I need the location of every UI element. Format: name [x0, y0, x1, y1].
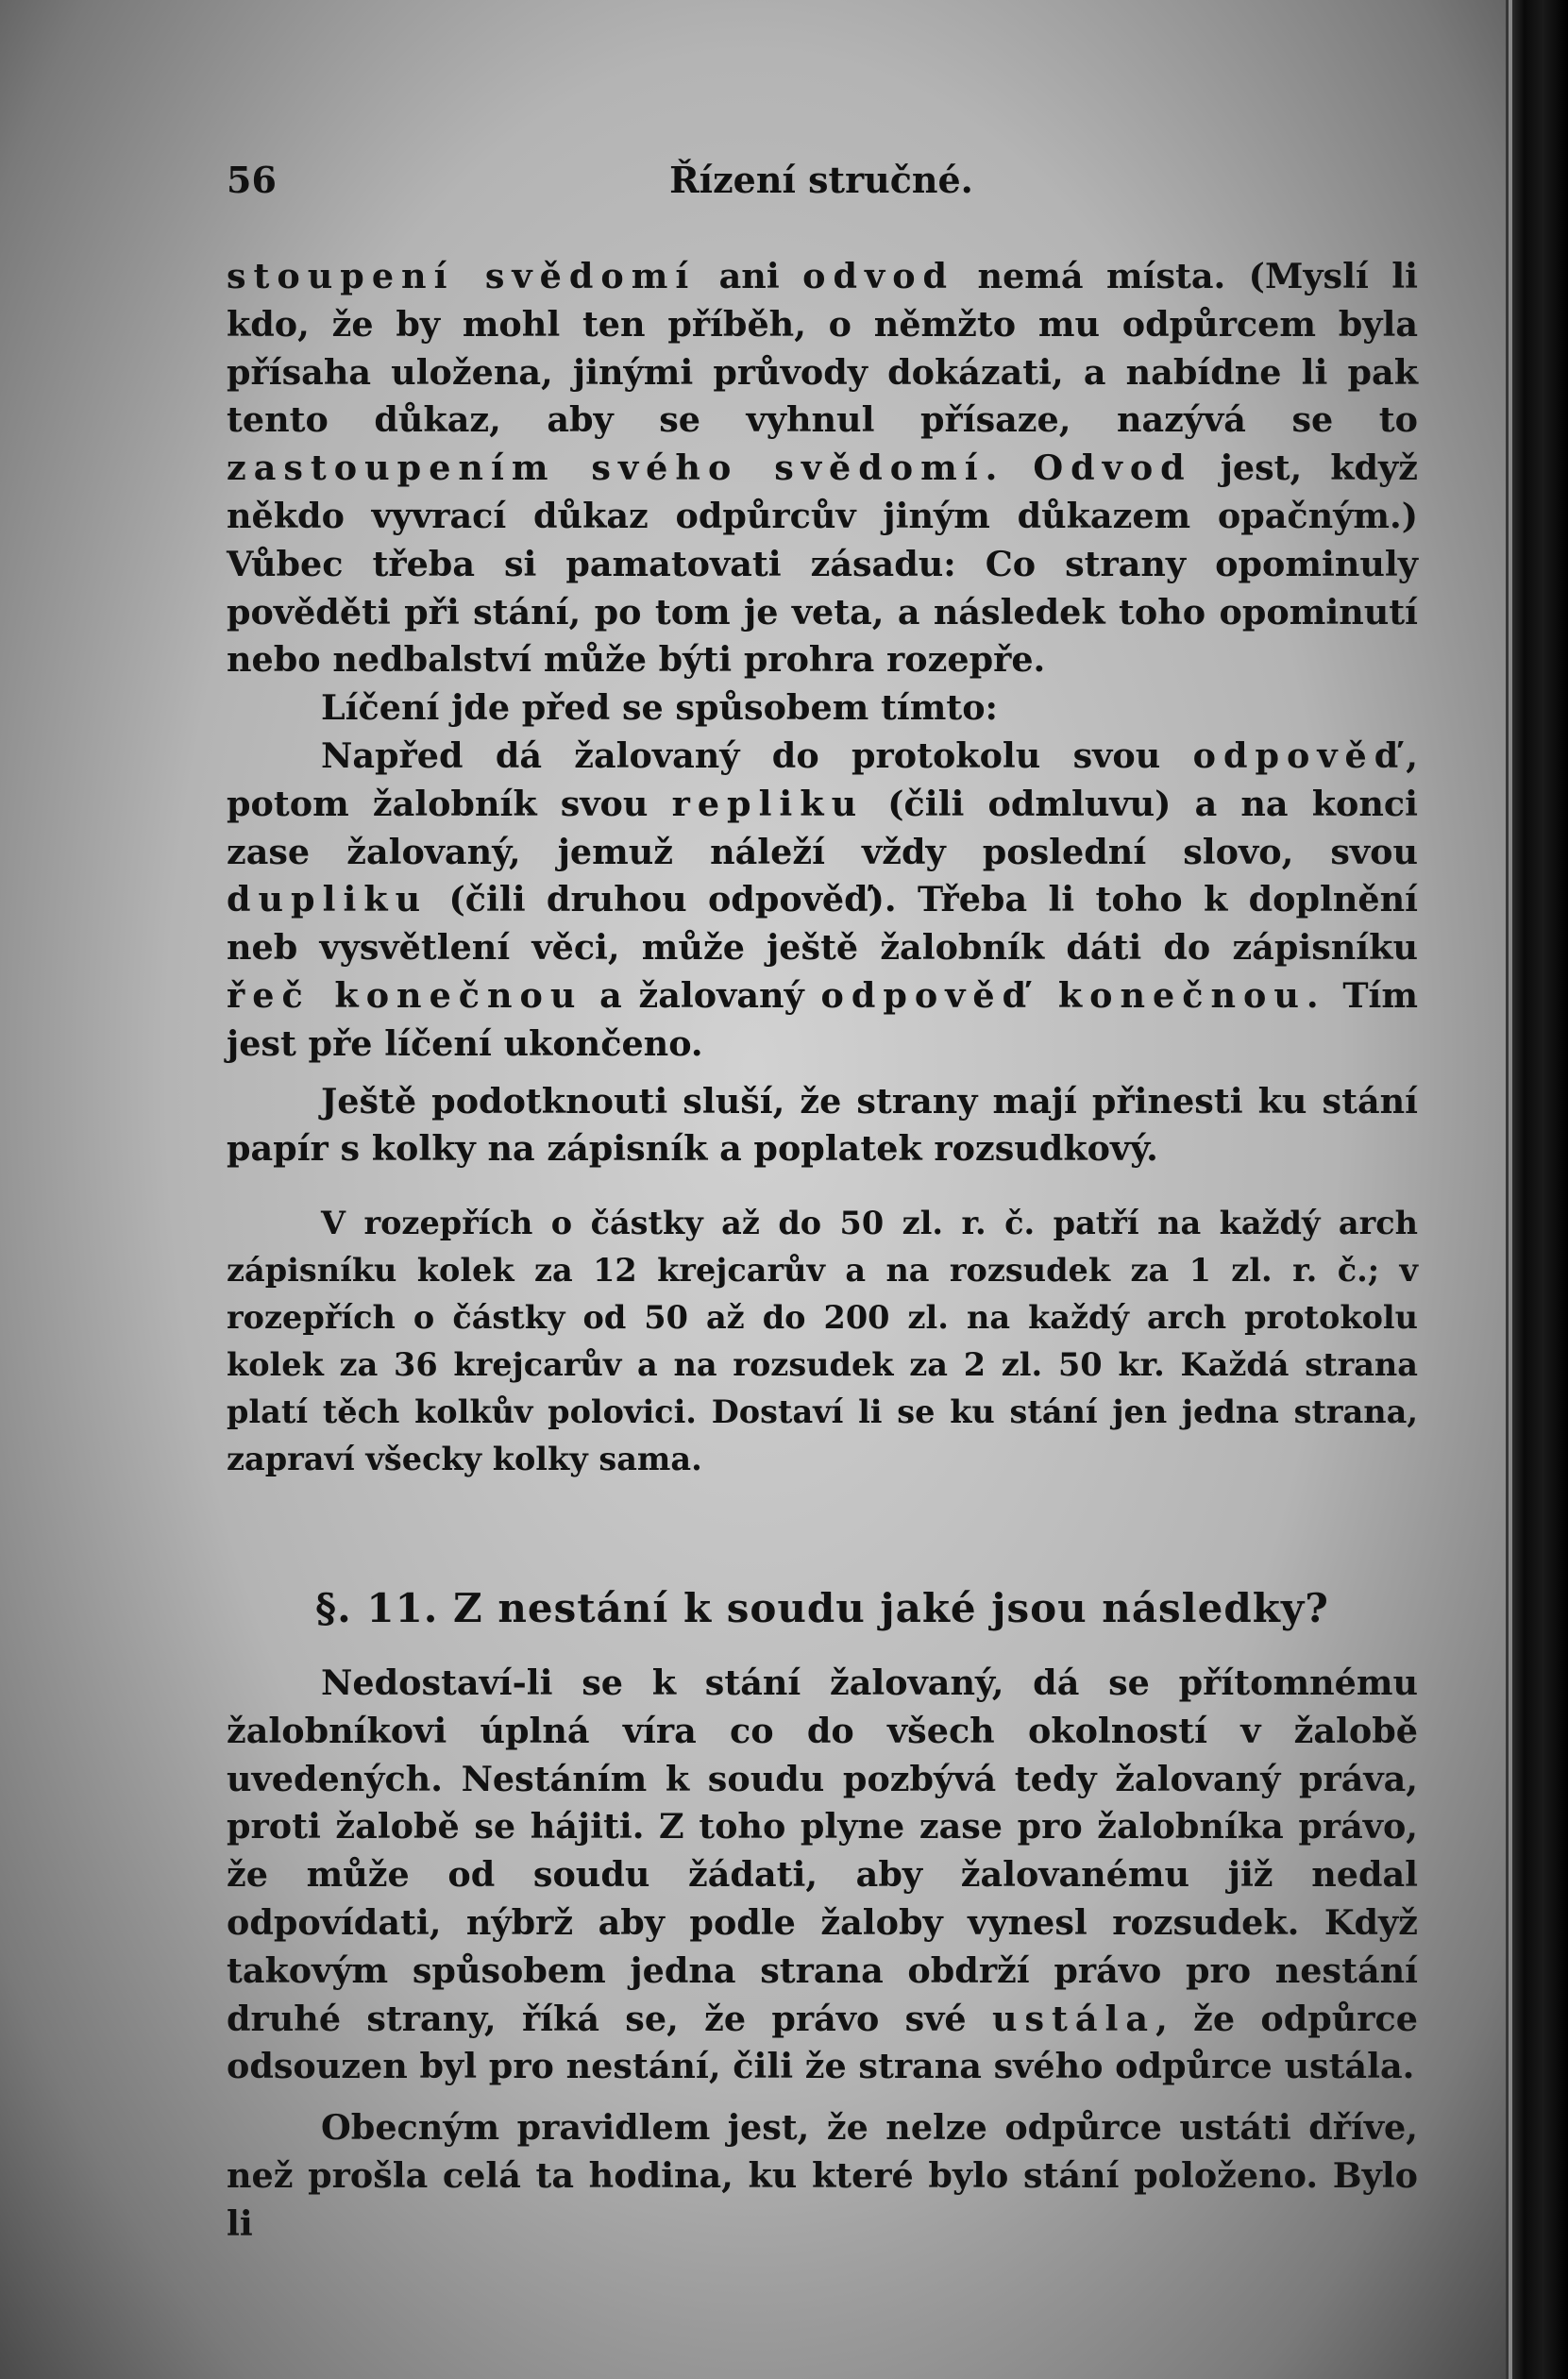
page-edge-line — [1509, 0, 1512, 2379]
paragraph: Nedostaví-li se k stání žalovaný, dá se přítomnému žalobníkovi úplná víra co do všech okolností v žalobě uvedených. Nestáním k soudu pozbývá tedy žalovaný práva, proti žalobě se hájiti. Z toho plyne zase pro žalobníka právo, že může od soudu žádati, aby žalovanému již nedal odpovídati, nýbrž aby podle žaloby vynesl rozsudek. Když takovým spůsobem jedna strana obdrží právo pro nestání druhé strany, říká se, že právo své ustála, že odpůrce odsouzen byl pro nestání, čili že strana svého odpůrce ustála. — [227, 1662, 1418, 2087]
page-edge-shadow — [1506, 0, 1568, 2379]
paragraph: Ještě podotknouti sluší, že strany mají přinesti ku stání papír s kolky na zápisník a poplatek rozsudkový. — [227, 1080, 1418, 1170]
paragraph: Líčení jde před se spůsobem tímto: — [321, 687, 999, 729]
body-text — [227, 253, 1418, 2249]
section-heading: §. 11. Z nestání k soudu jaké jsou následky? — [315, 1585, 1329, 1632]
spaced-term: stoupení svědomí — [227, 256, 697, 296]
spaced-term: zastoupením svého svědomí. — [227, 447, 1005, 489]
page-number: 56 — [227, 159, 277, 201]
spaced-term: odvod — [802, 256, 955, 296]
spaced-term: Odvod — [1033, 447, 1192, 489]
running-title: Řízení stručné. — [669, 159, 973, 201]
paragraph: Napřed dá žalovaný do protokolu svou odpověď, potom žalobník svou repliku (čili odmluvu) a na konci zase žalovaný, jemuž náleží vždy poslední slovo, svou dupliku (čili druhou odpověď). Třeba li toho k doplnění neb vysvětlení věci, může ještě žalobník dáti do zápisníku řeč konečnou a žalovaný odpověď konečnou. Tím jest pře líčení ukončeno. — [227, 734, 1418, 1064]
spaced-term: ustála — [991, 1998, 1156, 2039]
spaced-term: řeč konečnou — [227, 974, 583, 1016]
fee-note: V rozepřích o částky až do 50 zl. r. č. patří na každý arch zápisníku kolek za 12 krejcarův a na rozsudek za 1 zl. r. č.; v rozepřích o částky od 50 až do 200 zl. na každý arch protokolu kolek za 36 krejcarův a na rozsudek za 2 zl. 50 kr. Každá strana platí těch kolkův polovici. Dostaví li se ku stání jen jedna strana, zapraví všecky kolky sama. — [227, 1205, 1418, 1478]
running-head — [227, 159, 1416, 215]
spaced-term: odpověď — [1192, 734, 1407, 776]
paragraph: Obecným pravidlem jest, že nelze odpůrce ustáti dříve, než prošla celá ta hodina, ku které bylo stání položeno. Bylo li — [227, 2107, 1418, 2244]
spaced-term: dupliku — [227, 879, 429, 920]
spaced-term: odpověď konečnou. — [820, 974, 1326, 1016]
spaced-term: repliku — [671, 783, 865, 824]
paragraph: stoupení svědomí ani odvod nemá místa. (Myslí li kdo, že by mohl ten příběh, o němžto mu odpůrcem byla přísaha uložena, jinými průvody dokázati, a nabídne li pak tento důkaz, aby se vyhnul přísaze, nazývá se to zastoupením svého svědomí. Odvod jest, když někdo vyvrací důkaz odpůrcův jiným důkazem opačným.) Vůbec třeba si pamatovati zásadu: Co strany opominuly pověděti při stání, po tom je veta, a následek toho opominutí nebo nedbalství může býti prohra rozepře. — [227, 256, 1419, 681]
